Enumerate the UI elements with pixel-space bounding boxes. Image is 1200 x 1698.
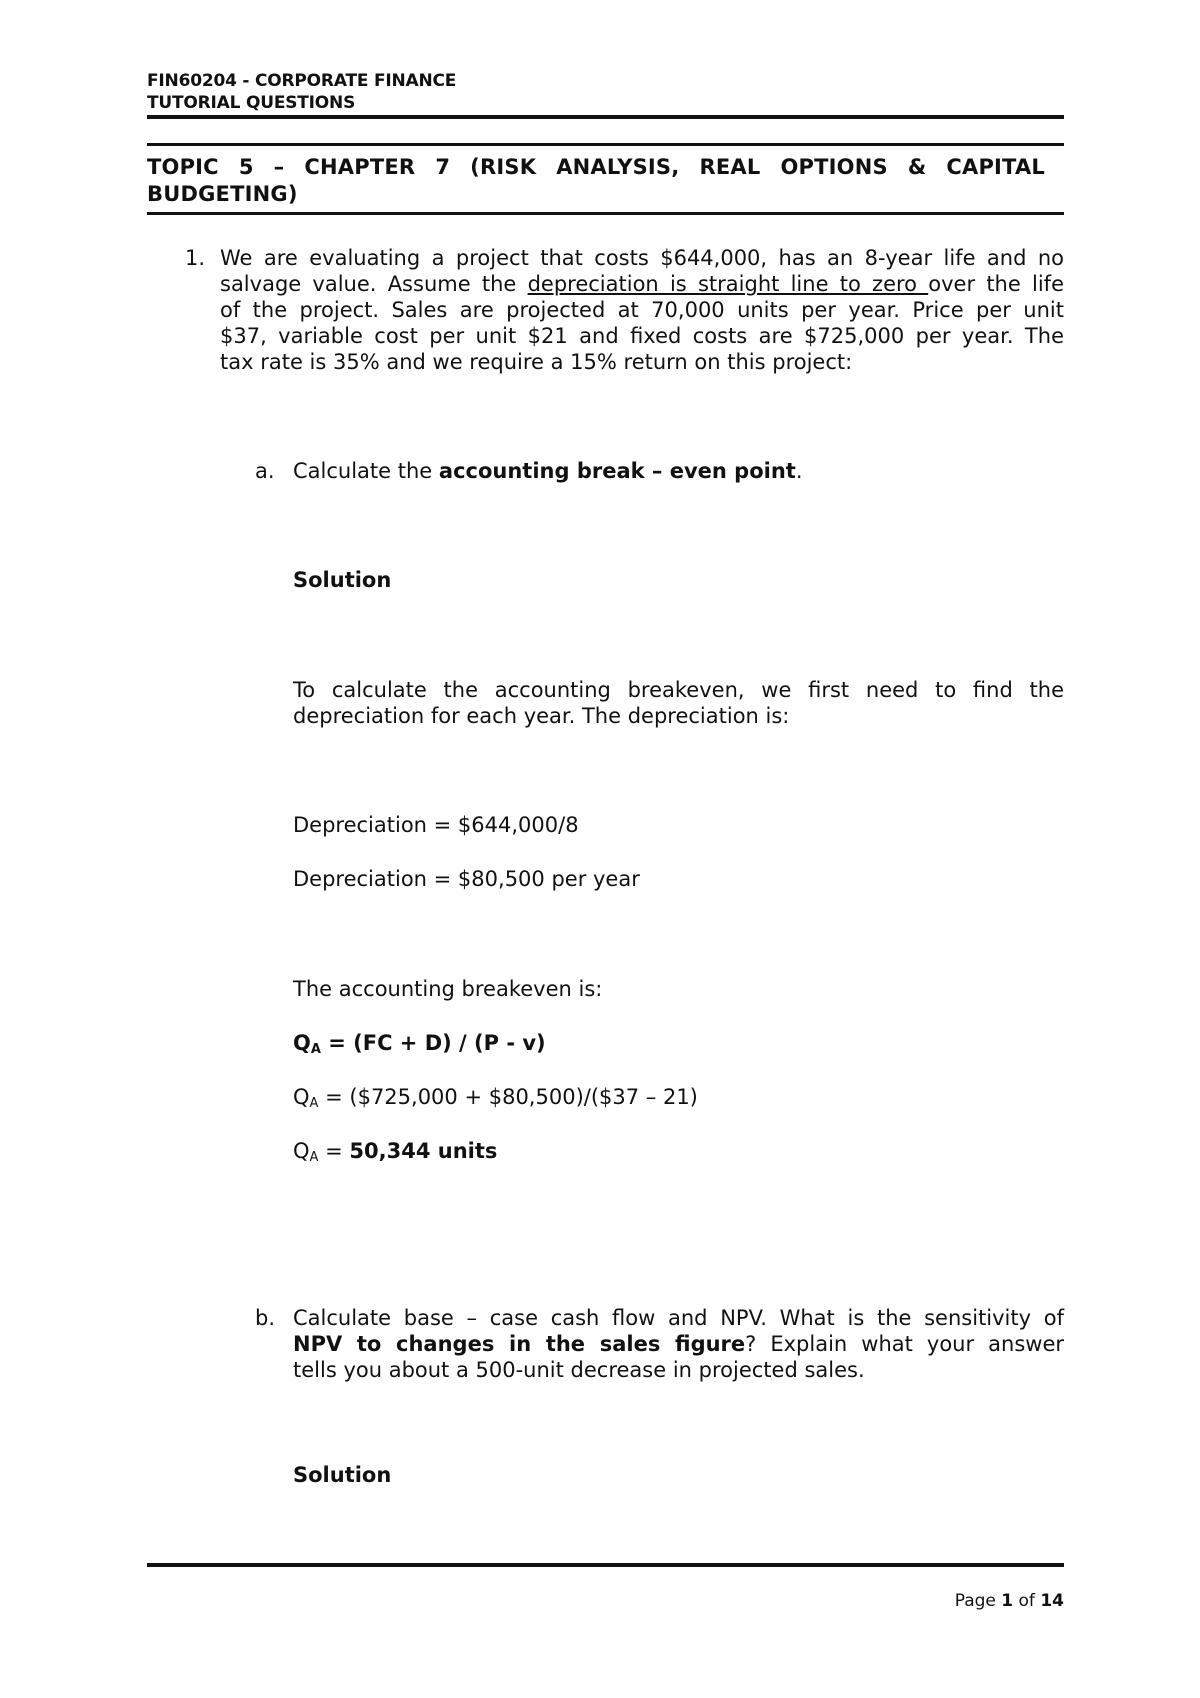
of-word: of — [1013, 1591, 1041, 1611]
part-a-question — [293, 458, 1064, 484]
result-q: Q — [293, 1139, 310, 1163]
part-b-question — [293, 1305, 1064, 1383]
part-a-intro-line2: depreciation for each year. The depreciation is: — [293, 704, 790, 728]
breakeven-intro: The accounting breakeven is: — [293, 977, 603, 1001]
part-b-solution-label: Solution — [293, 1463, 392, 1487]
footer-rule — [147, 1563, 1064, 1567]
document-subtitle: TUTORIAL QUESTIONS — [147, 93, 356, 113]
current-page: 1 — [1001, 1591, 1014, 1611]
course-title: FIN60204 - CORPORATE FINANCE — [147, 71, 457, 91]
question-1-text — [220, 245, 1064, 375]
part-a-suffix: . — [795, 459, 803, 483]
part-b-letter: b. — [255, 1306, 276, 1330]
header-rule — [147, 115, 1064, 119]
question-line-2 — [220, 271, 1064, 297]
breakeven-calculation — [293, 1084, 1064, 1117]
part-b-line1: Calculate base – case cash flow and NPV. What is the sensitivity of — [293, 1306, 1064, 1330]
topic-bottom-rule — [147, 212, 1064, 215]
depreciation-result: Depreciation = $80,500 per year — [293, 867, 640, 891]
topic-top-rule — [147, 143, 1064, 146]
breakeven-result — [293, 1138, 1064, 1171]
part-a-intro — [293, 677, 1064, 729]
part-a-prefix: Calculate the — [293, 459, 439, 483]
formula-body: = (FC + D) / (P - v) — [320, 1031, 546, 1055]
part-a-intro-line1: To calculate the accounting breakeven, we first need to find the — [293, 678, 1064, 702]
question-line-4: $37, variable cost per unit $21 and fixed costs are $725,000 per year. The — [220, 324, 1064, 348]
calc-body: = ($725,000 + $80,500)/($37 – 21) — [318, 1085, 698, 1109]
part-a-bold-term: accounting break – even point — [438, 459, 796, 483]
page-number — [955, 1590, 1064, 1612]
topic-heading-line1: TOPIC 5 – CHAPTER 7 (RISK ANALYSIS, REAL OPTIONS & CAPITAL — [147, 155, 1045, 179]
page-word: Page — [954, 1591, 1002, 1611]
topic-heading-line2: BUDGETING) — [147, 182, 298, 206]
part-b-line2 — [293, 1331, 1064, 1357]
breakeven-formula — [293, 1030, 1064, 1063]
part-a-solution-label: Solution — [293, 568, 392, 592]
total-pages: 14 — [1040, 1591, 1064, 1611]
part-b-line2-rest: ? Explain what your answer — [745, 1332, 1064, 1356]
question-line-3: of the project. Sales are projected at 70,000 units per year. Price per unit — [220, 298, 1064, 322]
depreciation-formula: Depreciation = $644,000/8 — [293, 813, 579, 837]
formula-subscript: A — [310, 1042, 321, 1057]
topic-heading — [147, 154, 1045, 208]
result-subscript: A — [309, 1150, 319, 1165]
part-a-letter: a. — [255, 459, 275, 483]
underlined-depreciation-phrase: depreciation is straight line to zero — [527, 272, 929, 296]
result-equals: = — [318, 1139, 350, 1163]
calc-q: Q — [293, 1085, 310, 1109]
calc-subscript: A — [309, 1096, 319, 1111]
question-number: 1. — [185, 246, 206, 270]
question-line-2-start: salvage value. Assume the — [220, 272, 528, 296]
part-b-bold-phrase: NPV to changes in the sales figure — [293, 1332, 746, 1356]
formula-q: Q — [293, 1031, 311, 1055]
part-b-line3: tells you about a 500-unit decrease in projected sales. — [293, 1358, 865, 1382]
question-line-2-end: over the life — [928, 272, 1064, 296]
result-value: 50,344 units — [349, 1139, 498, 1163]
question-line-1: We are evaluating a project that costs $644,000, has an 8-year life and no — [220, 246, 1064, 270]
question-line-5: tax rate is 35% and we require a 15% return on this project: — [220, 350, 853, 374]
